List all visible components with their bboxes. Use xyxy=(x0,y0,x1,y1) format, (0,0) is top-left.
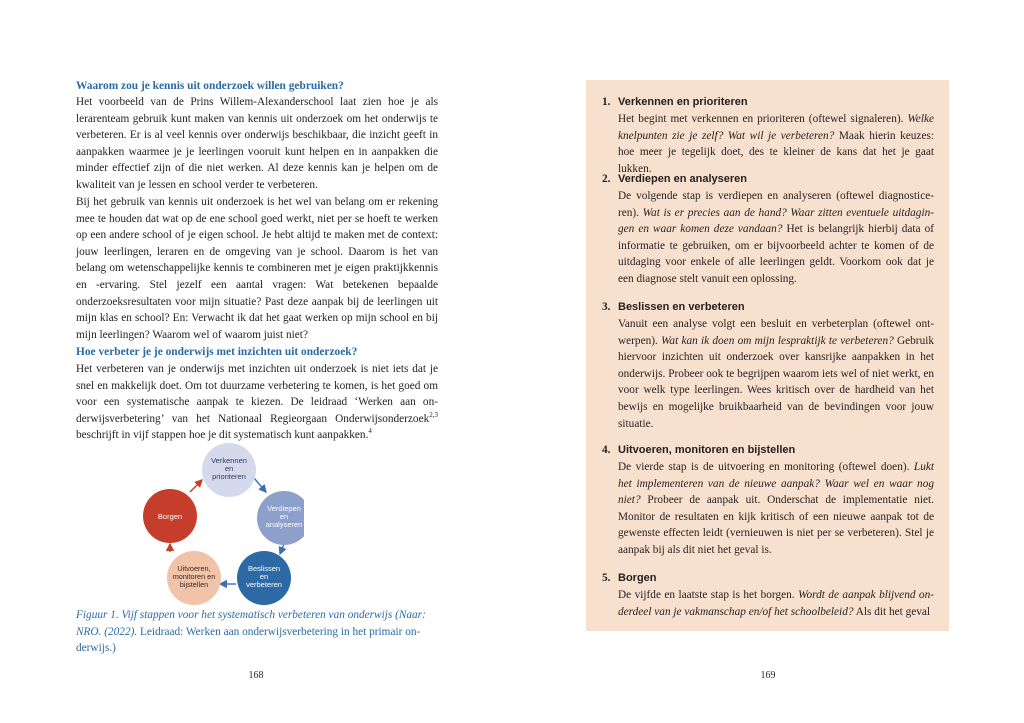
step-body xyxy=(618,587,934,620)
step-body-text: De volgende stap is verdiepen en analyseren (oftewel diagnosticeren). xyxy=(618,190,934,219)
footnote-ref-2-3: 2,3 xyxy=(429,411,438,420)
step-body-text-end: Probeer de aanpak uit. Onderschat de implementatie niet. Monitor de resultaten en kijk kritisch of een nieuwe aanpak tot de gewenste effecten leidt (vernieuwen is niet per se verbeteren). Stel je aanpak bij als dit niet het geval is. xyxy=(618,494,934,556)
step-body-text: De vierde stap is de uitvoering en monitoring (oftewel doen). xyxy=(618,461,914,473)
step2-line2: en xyxy=(279,512,289,521)
step-body-question: Wordt de aanpak blijvend onderdeel van je vakmanschap en/of het schoolbeleid? xyxy=(618,589,934,618)
step-number: 3. xyxy=(602,301,611,313)
step-body-text: Het begint met verkennen en prioriteren (oftewel signaleren). xyxy=(618,113,908,125)
step5-line1: Borgen xyxy=(157,512,183,521)
step1-line2: en xyxy=(224,464,234,473)
section-heading-how: Hoe verbeter je je onderwijs met inzichten uit onderzoek? xyxy=(76,346,358,358)
step4-line3: bijstellen xyxy=(179,580,209,589)
step-number: 2. xyxy=(602,173,611,185)
step-body-question: Wat kan ik doen om mijn lespraktijk te verbeteren? xyxy=(661,334,894,347)
step3-line2: en xyxy=(259,572,269,581)
step-title: Uitvoeren, monitoren en bijstellen xyxy=(618,444,796,456)
step2-line1: Verdiepen xyxy=(267,504,301,513)
five-step-cycle-diagram xyxy=(134,440,304,606)
step-body-text: De vijfde en laatste stap is het borgen. xyxy=(618,589,799,601)
step-title: Borgen xyxy=(618,572,657,584)
diagram-step-verdiepen xyxy=(257,491,304,545)
step-title: Verkennen en prioriteren xyxy=(618,96,748,108)
step-number: 1. xyxy=(602,96,611,108)
page-number-left: 168 xyxy=(248,670,264,681)
step-number: 4. xyxy=(602,444,611,456)
diagram-step-verkennen xyxy=(202,443,256,497)
arrow-2-to-3 xyxy=(280,544,284,554)
step-number: 5. xyxy=(602,572,611,584)
step-body-question: Welke knelpunten zie je zelf? Wat wil je verbeteren? xyxy=(618,113,934,142)
step1-line1: Verkennen xyxy=(211,456,247,465)
step-body-question: Lukt het implementeren van de nieuwe aanpak? Waar wel en waar nog niet? xyxy=(618,461,934,507)
step3-line3: verbeteren xyxy=(246,580,282,589)
step-body-text-end: Maak hierin keuzes: hoe meer je tegelijk doet, des te kleiner de kans dat het je gaat lukken. xyxy=(618,129,934,175)
arrow-1-to-2 xyxy=(254,478,266,492)
paragraph-approach-end: beschrijft in vijf stappen hoe je dit systematisch kunt aanpakken. xyxy=(76,429,369,442)
footnote-ref-4: 4 xyxy=(368,427,372,436)
diagram-step-beslissen xyxy=(237,551,291,605)
paragraph-approach xyxy=(76,361,438,444)
step-body-text-end: Gebruik hiervoor inzichten uit onderzoek over kansrijke aanpakken in het onderwijs. Probeer ook te begrijpen waarom iets wel of niet werkt, en voor welk type leerlingen. Wees kritisch over de hardheid van het bewijs en mogelijke bruikbaarheid van de bevindingen voor jouw situatie. xyxy=(618,334,934,430)
diagram-step-borgen xyxy=(143,489,197,543)
figure-caption-rest: Leidraad: Werken aan onderwijsverbetering in het primair onderwijs.) xyxy=(76,625,421,655)
step-title: Verdiepen en analyseren xyxy=(618,173,748,185)
arrow-5-to-1 xyxy=(190,480,202,492)
step3-line1: Beslissen xyxy=(247,564,281,573)
step2-line3: analyseren xyxy=(265,520,303,529)
step-body-text-end: Als dit het geval xyxy=(853,605,931,618)
step-body-question: Wat is er precies aan de hand? Waar zitten eventuele uitdagingen en waar komen deze vandaan? xyxy=(618,206,934,236)
step-body-text: Vanuit een analyse volgt een besluit en verbeterplan (oftewel ontwerpen). xyxy=(618,318,934,347)
right-page xyxy=(512,0,1024,723)
page-number-right: 169 xyxy=(760,670,776,681)
steps-box xyxy=(586,80,949,631)
section-heading-why: Waarom zou je kennis uit onderzoek willen gebruiken? xyxy=(76,80,344,92)
figure-caption xyxy=(76,607,438,657)
step-body xyxy=(618,111,934,177)
diagram-step-uitvoeren xyxy=(167,551,221,605)
step-body xyxy=(618,459,934,559)
step-title: Beslissen en verbeteren xyxy=(618,301,745,313)
paragraph-approach-main: Het verbeteren van je onderwijs met inzichten uit onderzoek is niet iets dat je snel en makkelijk doet. Om tot duurzame verbetering te komen, is het goed om voor een systematische aanpak te kiezen. De leidraad ‘Werken aan onderwijsverbetering’ van het Nationaal Regieorgaan Onderwijsonderzoek xyxy=(76,363,438,425)
step-body xyxy=(618,188,934,288)
paragraph-intro: Het voorbeeld van de Prins Willem-Alexanderschool laat zien hoe je als lerarenteam gebruik kunt maken van kennis uit onderzoek om het onderwijs te verbeteren. Er is al veel kennis over onderwijs beschikbaar, die inzicht geeft in aanpakken waarmee je je leerlingen vooruit kunt helpen en in aanpakken die minder effectief zijn of die niet werken. Al deze kennis kan je helpen om de kwaliteit van je lessen en school verder te verbeteren. xyxy=(76,96,438,191)
step1-line3: prioriteren xyxy=(212,472,246,481)
step4-line2: monitoren en xyxy=(172,572,216,581)
step-body-text-end: Het is belangrijk hierbij data of informatie te gebruiken, om er bijvoorbeeld achter te komen of de uitdaging voor enkele of alle leerlingen geldt. Voorkom ook dat je een diagnose stelt vanuit een oplossing. xyxy=(618,223,935,285)
step4-line1: Uitvoeren, xyxy=(177,564,211,573)
paragraph-context: Bij het gebruik van kennis uit onderzoek is het wel van belang om er rekening mee te houden dat wat op de ene school goed werkt, niet per se hoeft te werken op een andere school of je eigen school. Je hebt altijd te maken met de context: jouw leerlingen, leraren en de omgeving van je school. Daarom is het van belang om wetenschappelijke kennis te combineren met je eigen praktijkkennis en -ervaring. Stel jezelf een aantal vragen: Wat betekenen bepaalde onderzoeksresultaten voor mijn situatie? Past deze aanpak bij de leerlingen uit mijn klas en school? En: Verwacht ik dat het gaat werken op mijn school en bij mijn leerlingen? Waarom wel of waarom juist niet? xyxy=(76,196,438,341)
figure-caption-italic: Figuur 1. Vijf stappen voor het systematisch verbeteren van onderwijs (Naar: NRO. (2022). xyxy=(76,609,426,638)
step-body xyxy=(618,316,934,432)
